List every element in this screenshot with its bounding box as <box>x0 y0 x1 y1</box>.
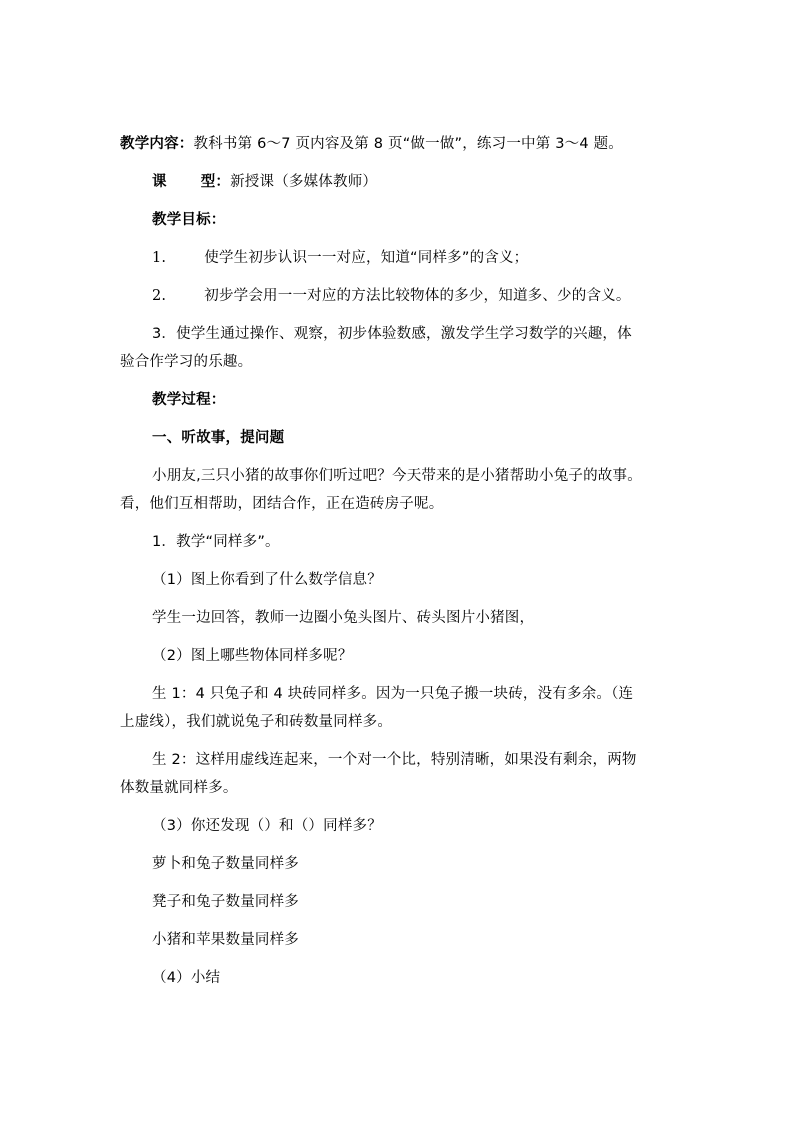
goal-2-text: 初步学会用一一对应的方法比较物体的多少，知道多、少的含义。 <box>204 288 631 304</box>
type-line <box>152 172 377 192</box>
process-heading: 教学过程： <box>152 392 226 408</box>
goal-1-number: 1. <box>152 250 167 266</box>
type-label-2: 型： <box>200 174 231 190</box>
paragraph-1-line-1: 小朋友,三只小猪的故事你们听过吧？今天带来的是小猪帮助小兔子的故事。 <box>152 468 642 484</box>
section-1-heading: 一、听故事，提问题 <box>152 430 285 446</box>
student-1-line-1: 生 1：4 只兔子和 4 块砖同样多。因为一只兔子搬一块砖，没有多余。（连 <box>152 686 634 702</box>
item-1-heading: 1．教学“同样多”。 <box>152 534 280 550</box>
answer-3-item-3: 小猪和苹果数量同样多 <box>152 932 299 948</box>
content-label: 教学内容： <box>120 136 194 152</box>
type-text: 新授课（多媒体教师） <box>230 174 378 190</box>
answer-1: 学生一边回答，教师一边圈小兔头图片、砖头图片小猪图， <box>152 610 535 626</box>
goals-heading: 教学目标： <box>152 212 226 228</box>
goal-3-line-1: 3．使学生通过操作、观察，初步体验数感，激发学生学习数学的兴趣，体 <box>152 326 632 342</box>
student-2-line-1: 生 2：这样用虚线连起来，一个对一个比，特别清晰，如果没有剩余，两物 <box>152 752 637 768</box>
goal-2 <box>152 286 631 306</box>
goal-1 <box>152 248 528 268</box>
question-1: （1）图上你看到了什么数学信息？ <box>152 572 382 588</box>
student-2-line-2: 体数量就同样多。 <box>120 780 238 796</box>
question-3: （3）你还发现（）和（）同样多？ <box>152 818 382 834</box>
paragraph-1-line-2: 看，他们互相帮助，团结合作，正在造砖房子呢。 <box>120 496 444 512</box>
goal-1-text: 使学生初步认识一一对应，知道“同样多”的含义； <box>204 250 529 266</box>
content-text: 教科书第 6～7 页内容及第 8 页“做一做”，练习一中第 3～4 题。 <box>193 136 624 152</box>
content-line <box>120 134 623 154</box>
student-1-line-2: 上虚线），我们就说兔子和砖数量同样多。 <box>120 714 393 730</box>
question-4-summary: （4）小结 <box>152 970 221 986</box>
answer-3-item-1: 萝卜和兔子数量同样多 <box>152 856 299 872</box>
goal-3-line-2: 验合作学习的乐趣。 <box>120 354 253 370</box>
answer-3-item-2: 凳子和兔子数量同样多 <box>152 894 299 910</box>
goal-2-number: 2. <box>152 288 167 304</box>
question-2: （2）图上哪些物体同样多呢？ <box>152 648 353 664</box>
type-label-1: 课 <box>152 174 167 190</box>
